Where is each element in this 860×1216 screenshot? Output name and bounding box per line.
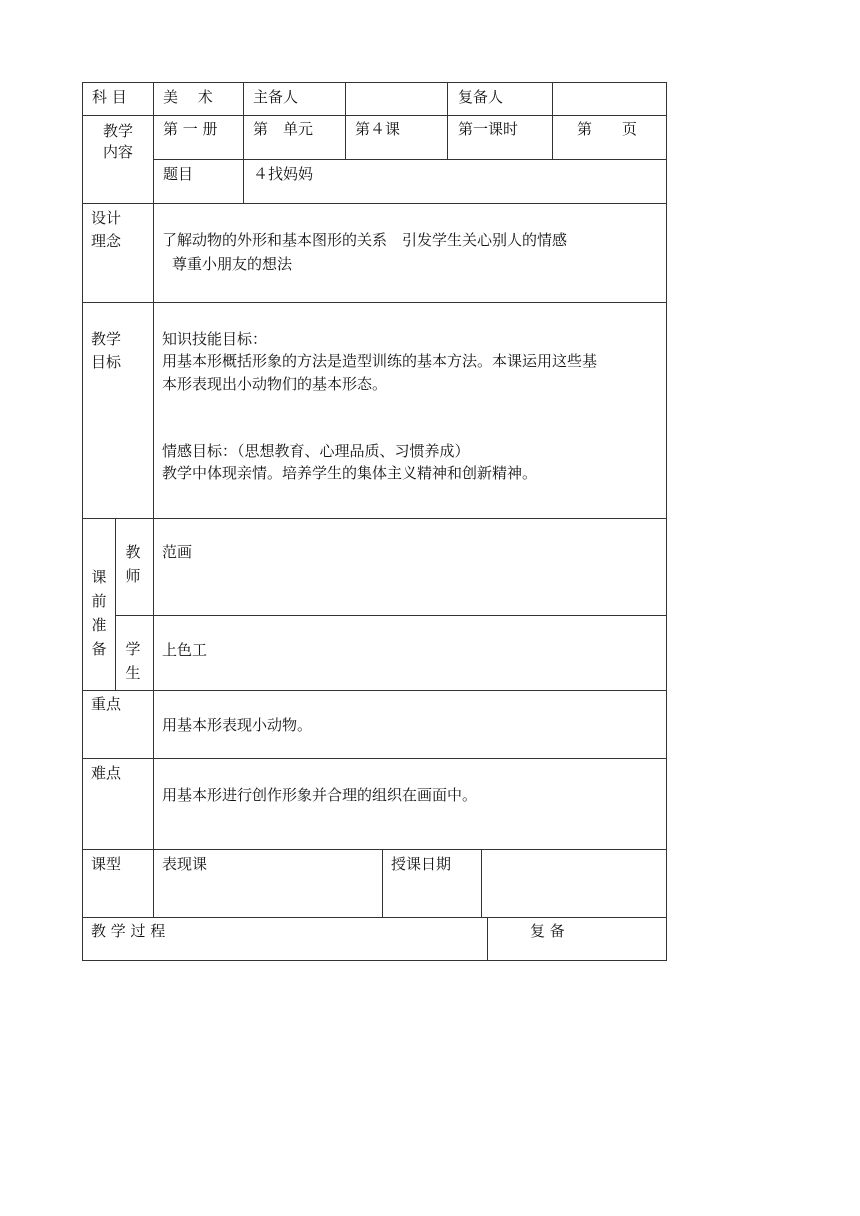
- lesson-type-label: 课型: [91, 855, 122, 873]
- lead-preparer-value-cell: [345, 82, 448, 116]
- process-label: 教 学 过 程: [91, 922, 166, 940]
- review-label: 复 备: [530, 922, 565, 940]
- title-label-cell: [153, 159, 244, 204]
- student-value: 上色工: [162, 641, 208, 659]
- subject-value: 美 术: [163, 88, 213, 106]
- knowledge-line2: 本形表现出小动物们的基本形态。: [162, 375, 388, 393]
- lead-preparer-label-cell: [243, 82, 346, 116]
- lesson-value: 第４课: [355, 120, 401, 138]
- objectives-label-line2: 目标: [91, 353, 122, 371]
- design-label-line2: 理念: [91, 232, 122, 250]
- lesson-type-label-cell: [82, 849, 154, 918]
- teaching-date-label-cell: [382, 849, 482, 918]
- co-preparer-label: 复备人: [458, 88, 504, 106]
- emotion-line1: 教学中体现亲情。培养学生的集体主义精神和创新精神。: [162, 464, 538, 482]
- objectives-label-line1: 教学: [91, 330, 122, 348]
- page-cell: [552, 115, 667, 160]
- subject-value-cell: [153, 82, 244, 116]
- period-value: 第一课时: [458, 120, 519, 138]
- difficulty-label: 难点: [91, 764, 122, 782]
- key-point-text-cell: [153, 690, 667, 759]
- period-cell: [447, 115, 553, 160]
- title-value: ４找妈妈: [253, 165, 314, 183]
- unit-cell: [243, 115, 346, 160]
- teacher-value: 范画: [162, 543, 193, 561]
- key-point-label-cell: [82, 690, 154, 759]
- design-label-line1: 设计: [91, 209, 122, 227]
- design-text-line1: 了解动物的外形和基本图形的关系 引发学生关心别人的情感: [162, 231, 568, 249]
- review-label-cell: [487, 917, 667, 961]
- book-cell: [153, 115, 244, 160]
- subject-label: 科 目: [92, 88, 127, 106]
- knowledge-line1: 用基本形概括形象的方法是造型训练的基本方法。本课运用这些基: [162, 352, 598, 370]
- content-label-line2: 内容: [103, 143, 134, 161]
- design-text-line2: 尊重小朋友的想法: [172, 255, 293, 273]
- teacher-label-cell: [115, 518, 154, 616]
- objectives-label-cell: [82, 302, 154, 519]
- difficulty-text: 用基本形进行创作形象并合理的组织在画面中。: [162, 786, 478, 804]
- teacher-value-cell: [153, 518, 667, 616]
- title-value-cell: [243, 159, 667, 204]
- key-point-label: 重点: [91, 695, 122, 713]
- design-text-cell: [153, 203, 667, 303]
- student-value-cell: [153, 615, 667, 691]
- lesson-type-value-cell: [153, 849, 383, 918]
- emotion-heading: 情感目标：（思想教育、心理品质、习惯养成）: [162, 442, 470, 460]
- subject-label-cell: [82, 82, 154, 116]
- difficulty-text-cell: [153, 758, 667, 850]
- preparation-label: 课前准备: [91, 568, 107, 658]
- process-label-cell: [82, 917, 488, 961]
- teaching-date-value-cell: [481, 849, 667, 918]
- lesson-type-value: 表现课: [162, 855, 208, 873]
- content-label-cell: [82, 115, 154, 204]
- knowledge-heading: 知识技能目标：: [162, 330, 268, 348]
- page-value: 第 页: [577, 120, 638, 138]
- objectives-text-cell: [153, 302, 667, 519]
- preparation-label-cell: [82, 518, 116, 691]
- design-label-cell: [82, 203, 154, 303]
- unit-value: 第 单元: [253, 120, 314, 138]
- content-label-line1: 教学: [103, 122, 134, 140]
- co-preparer-value-cell: [552, 82, 667, 116]
- title-label: 题目: [163, 165, 194, 183]
- co-preparer-label-cell: [447, 82, 553, 116]
- student-label-cell: [115, 615, 154, 691]
- teacher-label: 教师: [125, 543, 141, 585]
- key-point-text: 用基本形表现小动物。: [162, 716, 313, 734]
- lesson-cell: [345, 115, 448, 160]
- student-label: 学生: [125, 640, 141, 682]
- lead-preparer-label: 主备人: [253, 88, 299, 106]
- teaching-date-label: 授课日期: [391, 855, 452, 873]
- book-value: 第 一 册: [163, 120, 218, 138]
- difficulty-label-cell: [82, 758, 154, 850]
